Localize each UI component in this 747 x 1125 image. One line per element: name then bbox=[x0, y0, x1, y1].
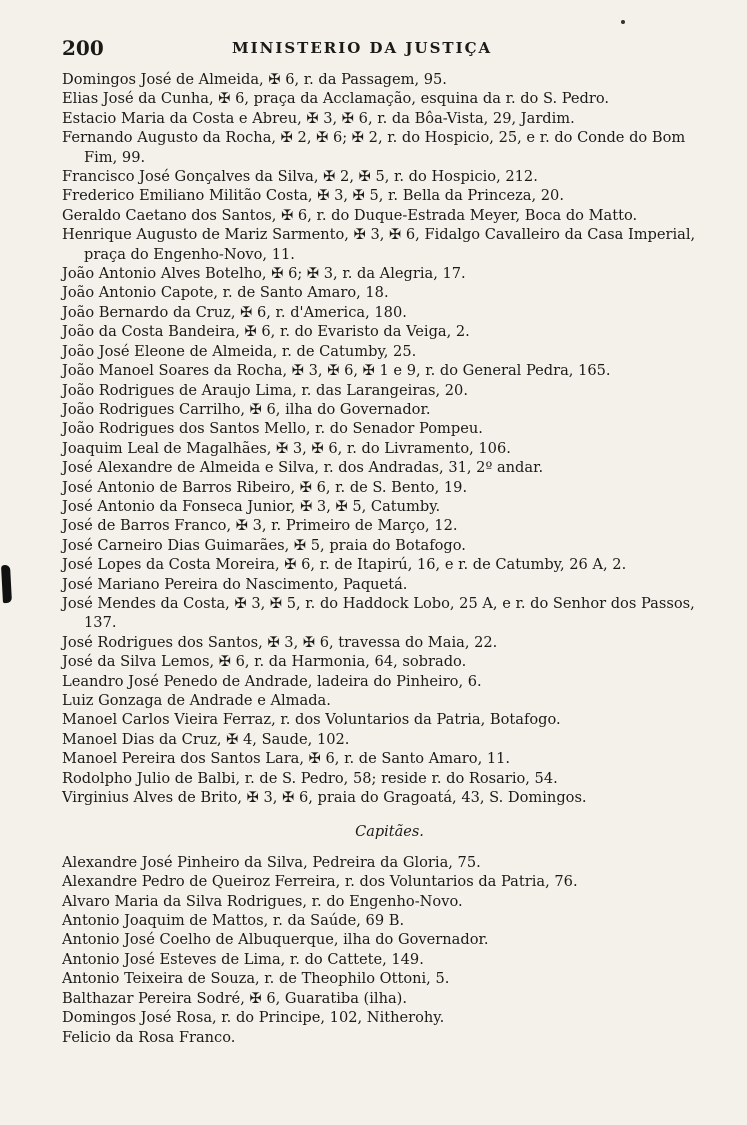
list-item: Manoel Dias da Cruz, ✠ 4, Saude, 102. bbox=[62, 730, 350, 748]
list-item: Antonio Teixeira de Souza, r. de Theophilo Ottoni, 5. bbox=[62, 970, 450, 988]
ink-speck bbox=[621, 20, 625, 24]
list-item: Virginius Alves de Brito, ✠ 3, ✠ 6, praia do Gragoatá, 43, S. Domingos. bbox=[62, 789, 587, 807]
list-item: José Rodrigues dos Santos, ✠ 3, ✠ 6, travessa do Maia, 22. bbox=[62, 633, 498, 651]
list-item: João Rodrigues de Araujo Lima, r. das Larangeiras, 20. bbox=[62, 381, 468, 399]
list-item: Antonio Joaquim de Mattos, r. da Saúde, 69 B. bbox=[62, 912, 405, 930]
list-item: Domingos José de Almeida, ✠ 6, r. da Passagem, 95. bbox=[62, 71, 447, 88]
list-item: Geraldo Caetano dos Santos, ✠ 6, r. do Duque-Estrada Meyer, Boca do Matto. bbox=[62, 206, 638, 224]
list-item: José de Barros Franco, ✠ 3, r. Primeiro de Março, 12. bbox=[62, 517, 458, 535]
list-item: João Rodrigues Carrilho, ✠ 6, ilha do Governador. bbox=[62, 400, 431, 418]
list-item: João da Costa Bandeira, ✠ 6, r. do Evaristo da Veiga, 2. bbox=[62, 323, 470, 341]
list-item: Domingos José Rosa, r. do Principe, 102, Nitherohy. bbox=[62, 1009, 445, 1027]
page-number: 200 bbox=[62, 36, 104, 60]
list-item: Elias José da Cunha, ✠ 6, praça da Acclamação, esquina da r. do S. Pedro. bbox=[62, 90, 610, 108]
list-item: Antonio José Esteves de Lima, r. do Cattete, 149. bbox=[62, 950, 424, 968]
list-item: Alexandre Pedro de Queiroz Ferreira, r. dos Voluntarios da Patria, 76. bbox=[62, 873, 578, 891]
list-item: Manoel Pereira dos Santos Lara, ✠ 6, r. de Santo Amaro, 11. bbox=[62, 750, 511, 768]
list-item: João Antonio Alves Botelho, ✠ 6; ✠ 3, r. da Alegria, 17. bbox=[62, 265, 466, 283]
list-item: José Antonio de Barros Ribeiro, ✠ 6, r. de S. Bento, 19. bbox=[62, 478, 468, 496]
list-item: José Antonio da Fonseca Junior, ✠ 3, ✠ 5, Catumby. bbox=[62, 497, 441, 515]
list-item: João Antonio Capote, r. de Santo Amaro, 18. bbox=[62, 284, 389, 302]
page-header bbox=[62, 36, 702, 60]
list-item: João Bernardo da Cruz, ✠ 6, r. d'America, 180. bbox=[62, 303, 407, 321]
edge-ink-mark bbox=[1, 565, 12, 603]
list-item: José Carneiro Dias Guimarães, ✠ 5, praia do Botafogo. bbox=[62, 536, 466, 554]
entry-list bbox=[62, 70, 717, 1047]
list-item: Felicio da Rosa Franco. bbox=[62, 1028, 236, 1046]
list-item: Frederico Emiliano Militão Costa, ✠ 3, ✠ 5, r. Bella da Princeza, 20. bbox=[62, 187, 564, 205]
running-title: MINISTERIO DA JUSTIÇA bbox=[232, 39, 493, 57]
list-item: José Mariano Pereira do Nascimento, Paquetá. bbox=[62, 575, 408, 593]
list-item: Luiz Gonzaga de Andrade e Almada. bbox=[62, 692, 331, 709]
list-item: João Manoel Soares da Rocha, ✠ 3, ✠ 6, ✠ 1 e 9, r. do General Pedra, 165. bbox=[62, 362, 611, 380]
list-item: Balthazar Pereira Sodré, ✠ 6, Guaratiba (ilha). bbox=[62, 989, 408, 1007]
list-item: Alvaro Maria da Silva Rodrigues, r. do Engenho-Novo. bbox=[62, 892, 463, 910]
list-item: Manoel Carlos Vieira Ferraz, r. dos Voluntarios da Patria, Botafogo. bbox=[62, 711, 561, 729]
section-heading-captains: Capitães. bbox=[355, 824, 424, 841]
list-item: João Rodrigues dos Santos Mello, r. do Senador Pompeu. bbox=[62, 420, 483, 438]
list-item: Leandro José Penedo de Andrade, ladeira do Pinheiro, 6. bbox=[62, 672, 482, 690]
list-item: Estacio Maria da Costa e Abreu, ✠ 3, ✠ 6, r. da Bôa-Vista, 29, Jardim. bbox=[62, 109, 575, 127]
list-item: José Mendes da Costa, ✠ 3, ✠ 5, r. do Haddock Lobo, 25 A, e r. do Senhor dos Passos, 137. bbox=[62, 594, 695, 632]
list-item: Rodolpho Julio de Balbi, r. de S. Pedro, 58; reside r. do Rosario, 54. bbox=[62, 769, 558, 787]
list-item: Antonio José Coelho de Albuquerque, ilha do Governador. bbox=[62, 931, 489, 949]
list-item: José Alexandre de Almeida e Silva, r. dos Andradas, 31, 2º andar. bbox=[62, 459, 544, 477]
list-item: Francisco José Gonçalves da Silva, ✠ 2, ✠ 5, r. do Hospicio, 212. bbox=[62, 168, 538, 186]
list-item: José da Silva Lemos, ✠ 6, r. da Harmonia, 64, sobrado. bbox=[62, 653, 467, 671]
list-item: Henrique Augusto de Mariz Sarmento, ✠ 3, ✠ 6, Fidalgo Cavalleiro da Casa Imperial, praça do Engenho-Novo, 11. bbox=[62, 226, 696, 263]
list-item: Alexandre José Pinheiro da Silva, Pedreira da Gloria, 75. bbox=[62, 853, 481, 871]
list-item: Fernando Augusto da Rocha, ✠ 2, ✠ 6; ✠ 2, r. do Hospicio, 25, e r. do Conde do Bom Fim, 99. bbox=[62, 129, 686, 166]
list-item: José Lopes da Costa Moreira, ✠ 6, r. de Itapirú, 16, e r. de Catumby, 26 A, 2. bbox=[62, 556, 627, 574]
list-item: Joaquim Leal de Magalhães, ✠ 3, ✠ 6, r. do Livramento, 106. bbox=[62, 439, 511, 457]
list-item: João José Eleone de Almeida, r. de Catumby, 25. bbox=[62, 342, 417, 360]
